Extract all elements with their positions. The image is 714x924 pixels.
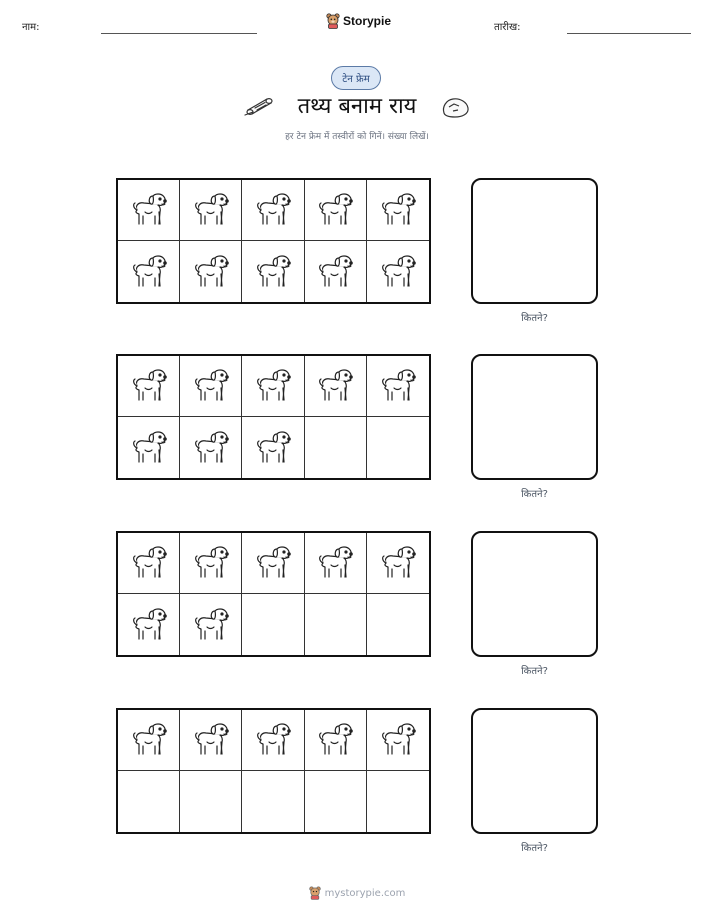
- frame-cell-empty: [180, 771, 242, 832]
- dog-icon: [191, 366, 231, 406]
- frame-cell-filled: [118, 594, 180, 655]
- frame-cell-filled: [242, 180, 304, 241]
- frame-cell-empty: [118, 771, 180, 832]
- frame-cell-filled: [242, 710, 304, 771]
- dog-icon: [253, 428, 293, 468]
- name-line[interactable]: [101, 33, 257, 34]
- frame-cell-filled: [305, 356, 367, 417]
- frame-cell-empty: [305, 594, 367, 655]
- ten-frame: [116, 708, 431, 834]
- frame-cell-empty: [305, 417, 367, 478]
- frame-cell-filled: [242, 241, 304, 302]
- rock-icon: [440, 95, 470, 119]
- frame-cell-filled: [367, 533, 429, 594]
- dog-icon: [378, 252, 418, 292]
- worksheet-title: तथ्य बनाम राय: [297, 94, 417, 119]
- answer-prompt: कितने?: [521, 666, 548, 677]
- frame-cell-filled: [367, 710, 429, 771]
- answer-box[interactable]: [471, 708, 598, 834]
- answer-box[interactable]: [471, 531, 598, 657]
- dog-icon: [191, 605, 231, 645]
- footer: [0, 886, 714, 900]
- answer-box[interactable]: [471, 354, 598, 480]
- topic-tag: टेन फ्रेम: [331, 66, 381, 90]
- dog-icon: [378, 543, 418, 583]
- answer-prompt: कितने?: [521, 313, 548, 324]
- ten-frame: [116, 178, 431, 304]
- answer-prompt: कितने?: [521, 489, 548, 500]
- dog-icon: [378, 720, 418, 760]
- footer-site: mystorypie.com: [324, 887, 406, 899]
- frame-cell-filled: [118, 533, 180, 594]
- dog-icon: [315, 190, 355, 230]
- frame-cell-filled: [242, 533, 304, 594]
- dog-icon: [315, 366, 355, 406]
- brand-name: Storypie: [343, 14, 392, 28]
- frame-cell-empty: [367, 594, 429, 655]
- frame-cell-filled: [367, 241, 429, 302]
- frame-cell-empty: [367, 417, 429, 478]
- dog-icon: [191, 543, 231, 583]
- dog-icon: [129, 366, 169, 406]
- dog-icon: [378, 190, 418, 230]
- frame-cell-empty: [242, 771, 304, 832]
- frame-cell-filled: [305, 710, 367, 771]
- frame-cell-filled: [118, 356, 180, 417]
- name-label: नाम:: [22, 22, 40, 33]
- frame-cell-filled: [305, 241, 367, 302]
- frame-cell-empty: [305, 771, 367, 832]
- frame-cell-filled: [118, 180, 180, 241]
- bear-logo-icon: [326, 13, 340, 29]
- frame-cell-filled: [180, 417, 242, 478]
- date-label: तारीख:: [494, 22, 521, 33]
- dog-icon: [253, 252, 293, 292]
- dog-icon: [315, 252, 355, 292]
- dog-icon: [129, 605, 169, 645]
- frame-cell-filled: [367, 180, 429, 241]
- frame-cell-filled: [305, 533, 367, 594]
- frame-cell-empty: [242, 594, 304, 655]
- ten-frame: [116, 531, 431, 657]
- frame-cell-filled: [180, 594, 242, 655]
- dog-icon: [253, 366, 293, 406]
- dog-icon: [191, 720, 231, 760]
- dog-icon: [315, 543, 355, 583]
- dog-icon: [253, 190, 293, 230]
- frame-cell-filled: [118, 710, 180, 771]
- dog-icon: [129, 720, 169, 760]
- frame-cell-filled: [367, 356, 429, 417]
- dog-icon: [253, 543, 293, 583]
- frame-cell-filled: [180, 180, 242, 241]
- frame-cell-filled: [180, 710, 242, 771]
- frame-cell-filled: [180, 241, 242, 302]
- frame-cell-filled: [118, 417, 180, 478]
- frame-cell-filled: [180, 533, 242, 594]
- answer-box[interactable]: [471, 178, 598, 304]
- dog-icon: [191, 428, 231, 468]
- frame-cell-empty: [367, 771, 429, 832]
- instruction-text: हर टेन फ्रेम में तस्वीरों को गिनें। संख्या लिखें।: [285, 132, 429, 142]
- frame-cell-filled: [242, 356, 304, 417]
- dog-icon: [191, 252, 231, 292]
- dog-icon: [129, 190, 169, 230]
- brand: [326, 13, 391, 29]
- ten-frame: [116, 354, 431, 480]
- date-line[interactable]: [567, 33, 691, 34]
- dog-icon: [129, 252, 169, 292]
- frame-cell-filled: [242, 417, 304, 478]
- dog-icon: [129, 428, 169, 468]
- dog-icon: [315, 720, 355, 760]
- bear-logo-icon: [309, 886, 321, 900]
- dog-icon: [378, 366, 418, 406]
- dog-icon: [191, 190, 231, 230]
- answer-prompt: कितने?: [521, 843, 548, 854]
- frame-cell-filled: [305, 180, 367, 241]
- dog-icon: [253, 720, 293, 760]
- frame-cell-filled: [180, 356, 242, 417]
- frame-cell-filled: [118, 241, 180, 302]
- dog-icon: [129, 543, 169, 583]
